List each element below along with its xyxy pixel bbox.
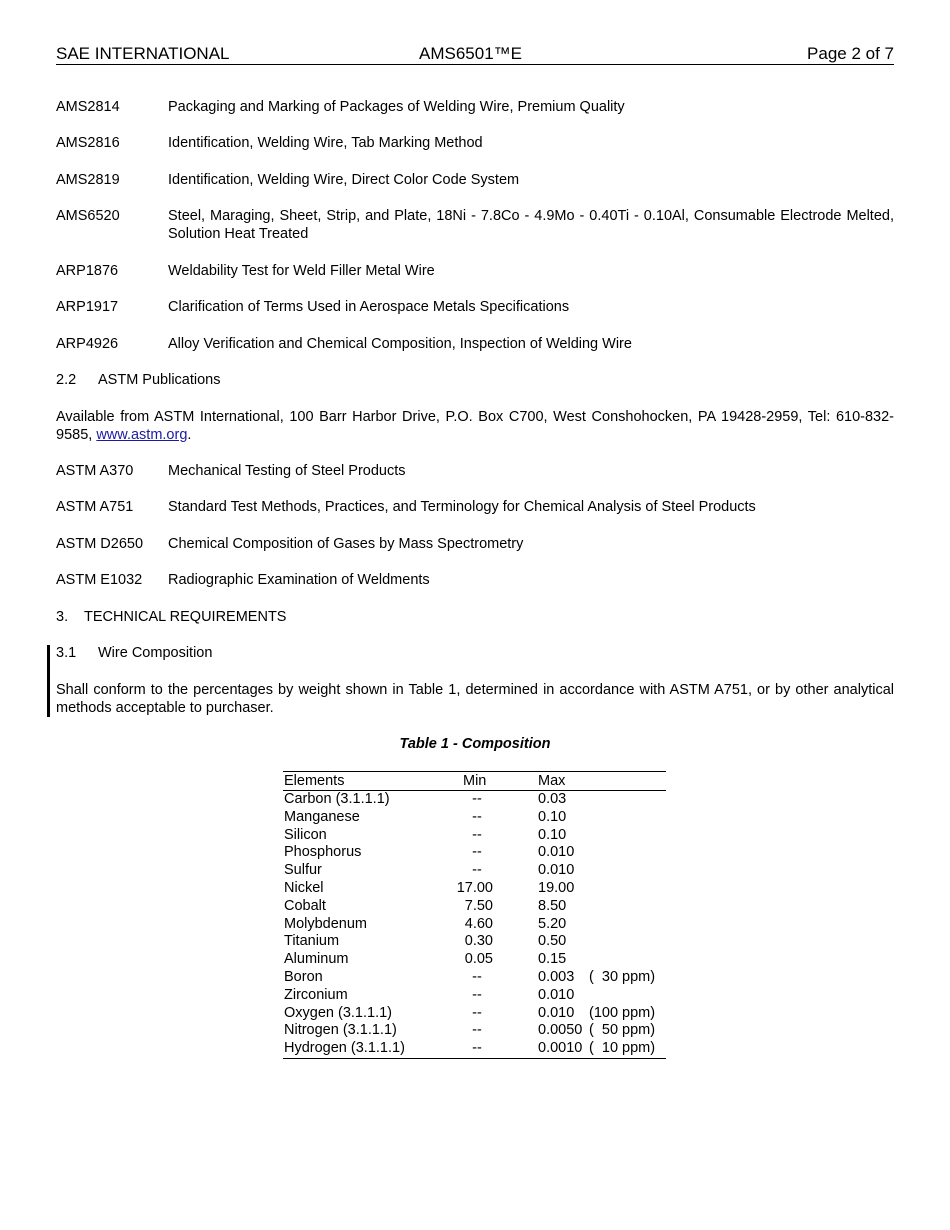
section-heading-3-1 [56,644,212,662]
cell-min: -- [472,826,482,843]
cell-min: 17.00 [456,879,493,896]
reference-entry [56,98,894,116]
cell-max: 0.010 [538,862,575,879]
cell-max: 0.0010 [538,1040,583,1057]
astm-website-link[interactable]: www.astm.org [96,427,188,443]
paragraph-text: Available from ASTM International, 100 Barr Harbor Drive, P.O. Box C700, West Conshohocken, PA 19428-2959, Tel: 610-832-9585, [56,409,894,443]
reference-description: Identification, Welding Wire, Tab Marking Method [168,135,483,151]
cell-ppm-note: ( 10 ppm) [589,1040,656,1057]
cell-element: Molybdenum [284,915,368,932]
reference-code: AMS2814 [56,99,120,115]
cell-min: 7.50 [464,897,493,914]
reference-entry [56,462,894,480]
table-row [283,987,666,1005]
section-heading-2-2 [56,371,221,389]
cell-max: 0.010 [538,844,575,861]
reference-code: ARP4926 [56,336,119,352]
section-title: TECHNICAL REQUIREMENTS [84,609,287,625]
reference-code: ASTM A751 [56,499,134,515]
section-title: ASTM Publications [98,372,221,388]
header-page-number: Page 2 of 7 [807,44,894,63]
table-title: Table 1 - Composition [399,736,551,752]
table-row [283,1005,666,1023]
reference-code: ASTM D2650 [56,536,144,552]
reference-code: ASTM A370 [56,463,134,479]
cell-min: -- [472,844,482,861]
cell-element: Cobalt [284,897,326,914]
cell-element: Boron [284,968,323,985]
reference-entry [56,298,894,316]
revision-change-bar [47,645,50,717]
header-org: SAE INTERNATIONAL [56,44,230,63]
reference-entry [56,134,894,152]
reference-description: Alloy Verification and Chemical Composition, Inspection of Welding Wire [168,336,632,352]
table-row [283,1022,666,1040]
cell-max: 0.010 [538,986,575,1003]
cell-min: 0.05 [464,951,493,968]
cell-element: Carbon (3.1.1.1) [284,791,390,807]
cell-min: -- [472,1004,482,1021]
cell-element: Zirconium [284,986,348,1003]
reference-description: Chemical Composition of Gases by Mass Spectrometry [168,536,524,552]
reference-code: AMS2819 [56,172,120,188]
table-row [283,791,666,809]
reference-description: Weldability Test for Weld Filler Metal Wire [168,263,435,279]
table-row [283,898,666,916]
cell-max: 0.03 [538,791,567,807]
cell-min: -- [472,968,482,985]
table-row [283,933,666,951]
table-row [283,809,666,827]
cell-max: 5.20 [538,915,567,932]
cell-min: 0.30 [464,933,493,950]
cell-min: -- [472,1040,482,1057]
table-row [283,844,666,862]
cell-element: Oxygen (3.1.1.1) [284,1004,392,1021]
cell-element: Silicon [284,826,327,843]
cell-ppm-note: ( 50 ppm) [589,1022,656,1039]
reference-description: Packaging and Marking of Packages of Welding Wire, Premium Quality [168,99,625,115]
reference-entry [56,571,894,589]
cell-max: 0.10 [538,808,567,825]
table-row [283,880,666,898]
cell-min: -- [472,791,482,807]
section-title: Wire Composition [98,645,213,661]
cell-element: Aluminum [284,951,349,968]
reference-code: ASTM E1032 [56,572,143,588]
reference-entry [56,171,894,189]
cell-min: -- [472,862,482,879]
cell-element: Hydrogen (3.1.1.1) [284,1040,405,1057]
header-elements: Elements [284,773,345,789]
reference-description: Radiographic Examination of Weldments [168,572,430,588]
reference-entry [56,498,894,516]
composition-table [283,771,666,1059]
reference-entry [56,262,894,280]
cell-min: -- [472,1022,482,1039]
section-heading-3 [56,608,286,626]
reference-description: Standard Test Methods, Practices, and Terminology for Chemical Analysis of Steel Products [168,499,756,515]
reference-entry [56,535,894,553]
table-row [283,916,666,934]
page-header [56,44,894,65]
astm-availability-paragraph [56,408,894,444]
table-row [283,1040,666,1059]
section-number: 3. [56,609,69,625]
paragraph-text-end: . [187,427,192,443]
reference-description: Clarification of Terms Used in Aerospace Metals Specifications [168,299,570,315]
cell-min: -- [472,986,482,1003]
header-max: Max [538,773,566,789]
cell-ppm-note: (100 ppm) [589,1004,656,1021]
reference-description: Identification, Welding Wire, Direct Color Code System [168,172,520,188]
cell-element: Nickel [284,879,324,896]
reference-code: AMS6520 [56,208,120,224]
table-body [283,791,666,1059]
cell-max: 0.0050 [538,1022,583,1039]
section-number: 2.2 [56,372,77,388]
reference-code: ARP1876 [56,263,119,279]
cell-max: 0.10 [538,826,567,843]
cell-min: 4.60 [464,915,493,932]
cell-max: 0.003 [538,968,575,985]
reference-entry [56,207,894,243]
header-min: Min [463,773,487,789]
wire-composition-paragraph: Shall conform to the percentages by weight shown in Table 1, determined in accordance with ASTM A751, or by other analytical methods acceptable to purchaser. [56,682,894,716]
reference-code: AMS2816 [56,135,120,151]
table-row [283,827,666,845]
table-header-row [283,772,666,791]
header-doc-id: AMS6501™E [419,44,522,63]
cell-max: 8.50 [538,897,567,914]
cell-ppm-note: ( 30 ppm) [589,968,656,985]
cell-min: -- [472,808,482,825]
cell-max: 0.010 [538,1004,575,1021]
reference-entry [56,335,894,353]
cell-element: Nitrogen (3.1.1.1) [284,1022,397,1039]
cell-max: 0.50 [538,933,567,950]
cell-element: Sulfur [284,862,322,879]
table-row [283,951,666,969]
reference-description: Mechanical Testing of Steel Products [168,463,406,479]
cell-element: Phosphorus [284,844,362,861]
section-number: 3.1 [56,645,77,661]
table-row [283,862,666,880]
reference-description: Steel, Maraging, Sheet, Strip, and Plate, 18Ni - 7.8Co - 4.9Mo - 0.40Ti - 0.10Al, Consumable Electrode Melted, Solution Heat Treated [168,208,894,242]
cell-max: 19.00 [538,879,575,896]
cell-element: Titanium [284,933,340,950]
cell-element: Manganese [284,808,360,825]
reference-code: ARP1917 [56,299,119,315]
table-row [283,969,666,987]
cell-max: 0.15 [538,951,567,968]
